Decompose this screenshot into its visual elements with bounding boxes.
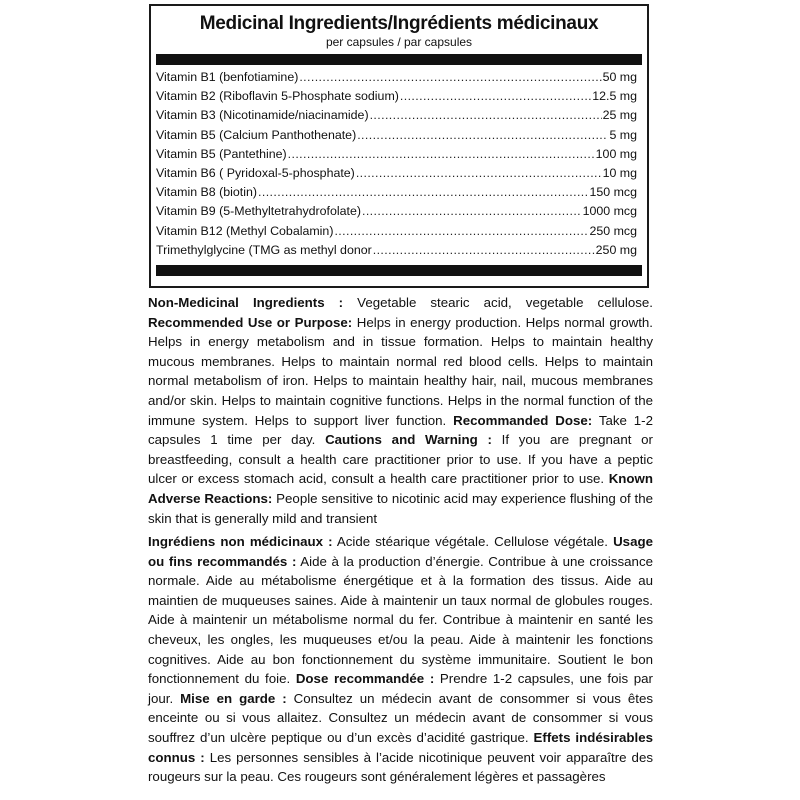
cautions-label-fr: Mise en garde : [180,690,287,706]
top-divider-bar [156,54,642,65]
panel-title: Medicinal Ingredients/Ingrédients médicinaux [199,13,599,34]
ingredient-row [156,185,637,204]
ingredient-name: Vitamin B12 (Methyl Cobalamin) [156,223,334,238]
recommended-use-label-fr: Usage ou fins recommandés : [148,534,653,569]
ingredient-amount: 1000 mcg [582,204,637,219]
leader-dots [400,89,591,103]
ingredient-name: Trimethylglycine (TMG as methyl donor [156,242,372,257]
ingredient-amount: 100 mg [595,146,637,161]
ingredient-row [156,166,637,185]
ingredient-row [156,128,637,147]
adverse-reactions-text: People sensitive to nicotinic acid may experience flushing of the skin that is generally mild and transient [148,490,653,526]
recommended-use-label: Recommended Use or Purpose: [148,314,353,330]
cautions-text: If you are pregnant or breastfeeding, consult a health care practitioner prior to use. If you have a peptic ulcer or excess stomach acid, consult a health care practitioner prior to use. [148,432,653,487]
ingredient-name: Vitamin B2 (Riboflavin 5-Phosphate sodium) [156,89,399,104]
non-medicinal-text: Vegetable stearic acid, vegetable cellulose. [343,295,653,310]
dose-label-fr: Dose recommandée : [295,671,435,687]
dose-text: Take 1-2 capsules 1 time per day. [148,412,653,448]
dose-label: Recommanded Dose: [453,412,593,428]
ingredient-amount: 10 mg [602,165,637,180]
ingredient-name: Vitamin B8 (biotin) [156,185,258,200]
english-label-paragraph [148,293,653,528]
ingredient-row [156,243,637,262]
ingredient-name: Vitamin B3 (Nicotinamide/niacinamide) [156,108,369,123]
cautions-label: Cautions and Warning : [325,432,492,448]
ingredient-amount: 150 mcg [589,185,637,200]
ingredient-amount: 250 mg [595,242,637,257]
adverse-reactions-text-fr: Les personnes sensibles à l’acide nicotinique peuvent voir apparaître des rougeurs sur la peau. Ces rougeurs sont généralement légères et passagères [148,749,653,785]
adverse-reactions-label-fr: Effets indésirables connus : [148,729,653,765]
ingredient-row [156,89,637,108]
leader-dots [334,224,588,238]
leader-dots [357,128,608,142]
ingredient-list [156,70,637,262]
ingredient-name: Vitamin B5 (Pantethine) [156,146,287,161]
leader-dots [373,243,595,257]
ingredient-row [156,224,637,243]
adverse-reactions-label: Known Adverse Reactions: [148,471,653,506]
leader-dots [299,70,601,84]
recommended-use-text: Helps in energy production. Helps normal growth. Helps in energy metabolism and in tissue formation. Helps to maintain healthy mucous membranes. Helps to maintain normal red blood cells. Helps to maintain normal metabolism of iron. Helps to maintain healthy hair, nail, mucous membranes and/or skin. Helps to maintain cognitive functions. Helps in the normal function of the immune system. Helps to support liver function. [148,314,653,428]
ingredient-row [156,147,637,166]
leader-dots [356,166,602,180]
french-label-paragraph [148,532,653,787]
non-medicinal-label: Non-Medicinal Ingredients : [148,295,344,310]
cautions-text-fr: Consultez un médecin avant de consommer si vous êtes enceinte ou si vous allaitez. Consultez un médecin avant de consommer si vous souffrez d’un ulcère peptique ou d’un excès d’acidité gastrique. [148,690,654,745]
recommended-use-text-fr: Aide à la production d’énergie. Contribue à une croissance normale. Aide au métabolisme énergétique et à la formation des tissus. Aide au maintien de muqueuses saines. Aide à maintenir un taux normal de globules rouges. Aide à maintenir un métabolisme normal du fer. Contribue à maintenir en santé les cheveux, les ongles, les muqueuses et/ou la peau. Aide à maintenir les fonctions cognitives. Aide au bon fonctionnement du système immunitaire. Soutient le bon fonctionnement du foie. [148,553,653,687]
ingredient-name: Vitamin B6 ( Pyridoxal-5-phosphate) [156,165,355,180]
bottom-divider-bar [156,265,642,276]
ingredient-name: Vitamin B5 (Calcium Panthothenate) [156,127,357,142]
panel-subtitle: per capsules / par capsules [325,35,473,49]
leader-dots [370,108,602,122]
ingredient-amount: 5 mg [609,127,637,142]
ingredient-amount: 50 mg [602,70,637,84]
ingredient-row [156,204,637,223]
leader-dots [258,185,588,199]
ingredient-name: Vitamin B1 (benfotiamine) [156,70,299,84]
ingredient-amount: 25 mg [602,108,637,123]
non-medicinal-label-fr: Ingrédiens non médicinaux : [148,534,333,549]
ingredient-name: Vitamin B9 (5-Methyltetrahydrofolate) [156,204,361,219]
ingredient-amount: 12.5 mg [592,89,637,104]
dose-text-fr: Prendre 1-2 capsules, une fois par jour. [148,671,653,706]
ingredient-row [156,70,637,89]
ingredient-row [156,108,637,127]
leader-dots [288,147,595,161]
leader-dots [362,204,582,218]
medicinal-ingredients-panel [149,4,649,288]
ingredient-amount: 250 mcg [589,223,637,238]
non-medicinal-text-fr: Acide stéarique végétale. Cellulose végétale. [332,534,614,549]
